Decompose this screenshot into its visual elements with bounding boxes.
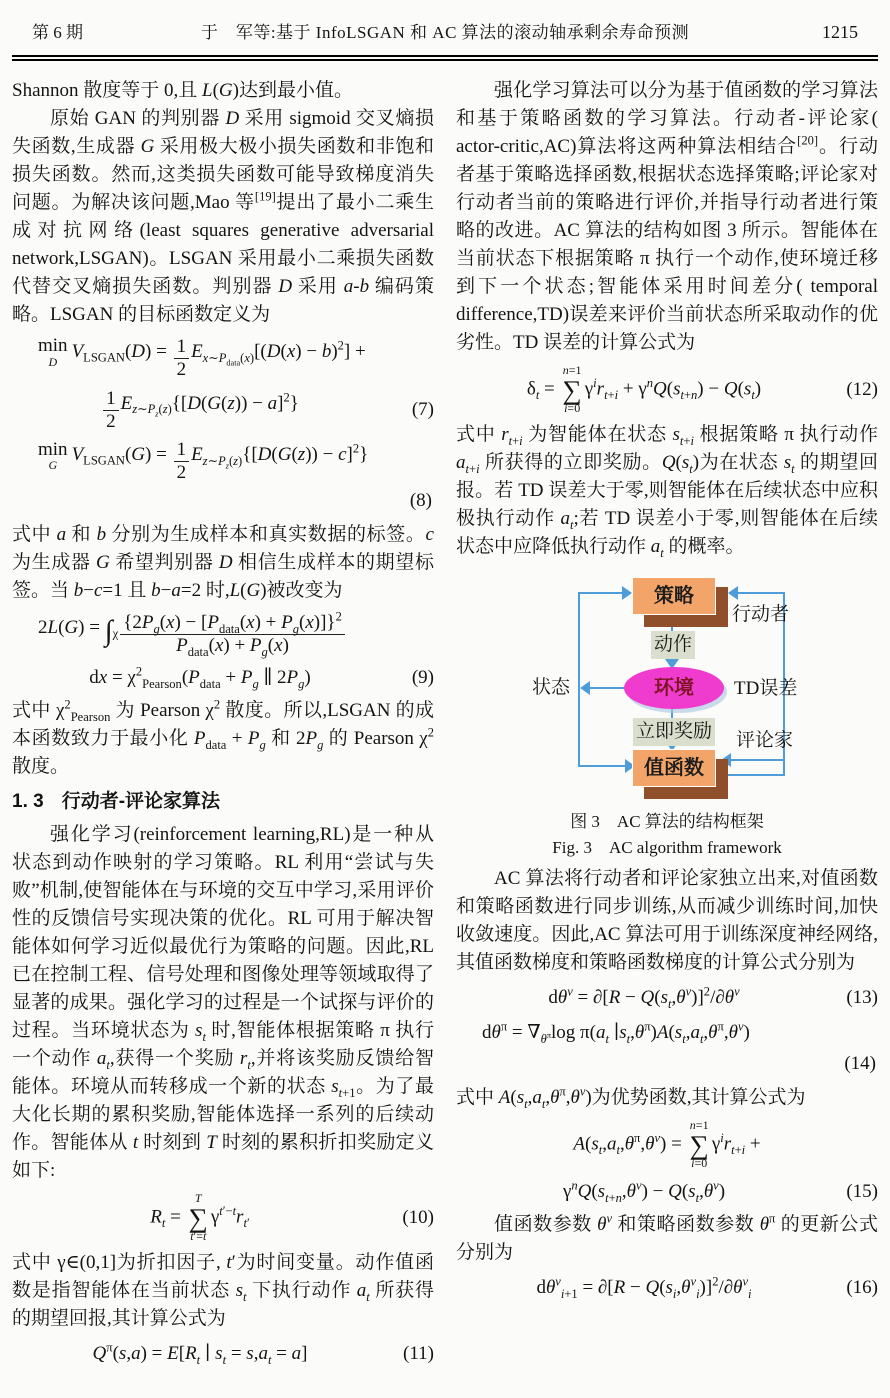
arrow-into-policy (622, 586, 632, 600)
critic-to-value-line (729, 759, 785, 761)
equation-body: min D $V_{LSGAN}(D)$ = $\frac{1}{2}$ $E_{x\sim P_{data}(x)}[(D(x) - b)^2]$ + (38, 335, 366, 380)
section-title: 行动者-评论家算法 (61, 790, 221, 812)
equation-number: (15) (846, 1180, 878, 1202)
equation-body: dx = $\chi^2_{Pearson}(P_{data} + P_g$ ∥ $2P_g$) (89, 664, 311, 691)
paragraph: Shannon 散度等于 0,且 L(G)达到最小值。 (12, 80, 353, 101)
equation-15 (456, 1119, 878, 1171)
equation-number: (7) (411, 399, 434, 421)
arrowhead-into-policy-right (728, 586, 738, 600)
equation-number: (8) (409, 490, 432, 512)
value-node-face: 值函数 (632, 749, 716, 787)
value-function-node (632, 749, 716, 787)
paragraph: 式中 a 和 b 分别为生成样本和真实数据的标签。c 为生成器 G 希望判别器 D 相信生成样本的期望标签。当 b−c=1 且 b−a=2 时,L(G)被改变为 (12, 524, 434, 602)
equation-body: $R_t$ = T ∑ t′=t $\gamma^{t'-t}r_{t'}$ (150, 1190, 250, 1243)
equation-12 (456, 364, 878, 416)
section-number: 1. 3 (12, 790, 44, 812)
paragraph: 值函数参数 $\theta^v$ 和策略函数参数 $\theta^\pi$ 的更新公式分别为 (456, 1211, 878, 1263)
equation-9 (12, 609, 434, 659)
equation-number: (11) (403, 1342, 434, 1364)
equation-body: $d\theta^v = \partial[R - Q(s_t,\theta^v)]^2/\partial\theta^v$ (548, 984, 740, 1011)
reward-label: 立即奖励 (633, 718, 715, 746)
policy-node-face: 策略 (632, 577, 716, 615)
equation-7 (12, 336, 434, 381)
equation-number: (12) (846, 378, 878, 400)
state-arrowhead (580, 681, 590, 695)
equation-9-cont (12, 664, 434, 692)
state-label: 状态 (532, 676, 571, 698)
paragraph: 式中 $A(s_t,a_t,\theta^\pi,\theta^v)$为优势函数,其计算公式为 (456, 1084, 806, 1111)
left-column (12, 77, 434, 1373)
equation-13 (456, 984, 878, 1012)
figure-caption-zh: 图 3 AC 算法的结构框架 (570, 811, 764, 831)
paragraph: 强化学习(reinforcement learning,RL)是一种从状态到动作映射的学习策略。RL 利用“尝试与失败”机制,使智能体在与环境的交互中学习,采用评价性的反馈信号实现决策的优化。RL 可用于解决智能体如何学习近似最优行为策略的问题。因此,RL 已在控制工程、信号处理和图像处理等领域取得了显著的成果。强化学习的过程是一个试探与评价的过程。当环境状态为 $s_t$ 时,智能体根据策略 π 执行一个动作 $a_t$,获得一个奖励 $r_t$,并将该奖励反馈给智能体。环境从而转移成一个新的状态 $s_{t+1}$。为了最大化长期的累积奖励,智能体选择一系列的后续动作。智能体从 t 时刻到 T 时刻的累积折扣奖励定义如下: (12, 823, 434, 1181)
paragraph: AC 算法将行动者和评论家独立出来,对值函数和策略函数进行同步训练,从而减少训练时间,加快收敛速度。因此,AC 算法可用于训练深度神经网络,其值函数梯度和策略函数梯度的计算公式分别为 (456, 867, 878, 973)
equation-8 (12, 439, 434, 484)
equation-body: min G $V_{LSGAN}(G)$ = $\frac{1}{2}$ $E_{z\sim P_z(z)}\{[D(G(z)) - c]^2\}$ (38, 438, 369, 484)
equation-number: (13) (846, 986, 878, 1008)
two-column-body (10, 61, 880, 1373)
equation-number: (16) (846, 1276, 878, 1298)
equation-number: (14) (844, 1052, 876, 1074)
equation-body: $2L(G) = \int_\chi$ $\frac{\{2P_g(x) - [P_{data}(x) + P_g(x)]\}^2}{P_{data}(x) + P_g(x)}$ (12, 612, 434, 657)
critic-label: 评论家 (736, 729, 794, 751)
equation-10 (12, 1192, 434, 1244)
state-to-value-line (578, 765, 627, 767)
page-header (10, 10, 880, 55)
equation-body: $\gamma^nQ(s_{t+n},\theta^v) - Q(s_t,\theta^v)$ (562, 1178, 726, 1205)
paragraph: 式中 γ∈(0,1]为折扣因子, t′为时间变量。动作值函数是指智能体在当前状态 $s_t$ 下执行动作 $a_t$ 所获得的期望回报,其计算公式为 (12, 1251, 434, 1329)
figure-3 (456, 575, 878, 861)
paragraph: 式中 $\chi^2_{Pearson}$ 为 Pearson $\chi^2$ 散度。所以,LSGAN 的成本函数致力于最小化 $P_{data} + P_g$ 和 $2P_g$ 的 Pearson $\chi^2$ 散度。 (12, 697, 434, 777)
policy-node (632, 577, 716, 615)
td-error-label: TD误差 (734, 677, 798, 699)
equation-body: $Q^\pi(s,a) = E[R_t$ ∣ $s_t = s,a_t = a$] (92, 1340, 308, 1367)
action-label: 动作 (651, 631, 695, 659)
journal-issue: 第 6 期 (32, 23, 83, 42)
equation-body: $d\theta^\pi = \nabla_{\theta^\pi}\log$ $\pi(a_t$ $∣s_t,\theta^\pi)A(s_t,a_t,\theta^\pi,\theta^v)$ (482, 1019, 750, 1046)
paragraph: 式中 $r_{t+i}$ 为智能体在状态 $s_{t+i}$ 根据策略 π 执行动作 $a_{t+i}$ 所获得的立即奖励。$Q(s_t)$为在状态 $s_t$ 的期望回报。若 TD 误差大于零,则智能体在后续状态中应积极执行动作 $a_t$;若 TD 误差小于零,则智能体在后续状态中应降低执行动作 $a_t$ 的概率。 (456, 423, 878, 560)
right-column (456, 77, 878, 1373)
equation-15-cont (456, 1178, 878, 1206)
state-loop-line (578, 592, 580, 767)
environment-node: 环境 (624, 667, 724, 709)
equation-16 (456, 1274, 878, 1302)
equation-body: $\frac{1}{2}$ $E_{z\sim P_z(z)}\{[D(G(z)) - a]^2\}$ (12, 388, 388, 433)
equation-number: (10) (402, 1206, 434, 1228)
actor-label: 行动者 (732, 603, 790, 625)
ac-framework-diagram (520, 575, 842, 809)
equation-14 (456, 1019, 878, 1047)
state-to-policy-line (578, 592, 624, 594)
section-heading (12, 789, 434, 815)
equation-11 (12, 1340, 434, 1368)
figure-caption-en: Fig. 3 AC algorithm framework (552, 837, 782, 857)
equation-body: $\delta_t$ = n=1 ∑ i=0 $\gamma^ir_{t+i} + \gamma^nQ(s_{t+n}) - Q(s_t)$ (526, 363, 762, 416)
paragraph: 原始 GAN 的判别器 D 采用 sigmoid 交叉熵损失函数,生成器 G 采用极大极小损失函数和非饱和损失函数。然而,这类损失函数可能导致梯度消失问题。为解决该问题,Mao 等[19]提出了最小二乘生成对抗网络(least squares generative adversarial network,LSGAN)。LSGAN 采用最小二乘损失函数代替交叉熵损失函数。判别器 D 采用 a-b 编码策略。LSGAN 的目标函数定义为 (12, 108, 434, 325)
running-title: 于 军等:基于 InfoLSGAN 和 AC 算法的滚动轴承剩余寿命预测 (200, 23, 690, 42)
paragraph: 强化学习算法可以分为基于值函数的学习算法和基于策略函数的学习算法。行动者-评论家( actor-critic,AC)算法将这两种算法相结合[20]。行动者基于策略选择函数,根据状态选择策略;评论家对行动者当前的策略进行评价,并指导行动者进行策略的改进。AC 算法的结构如图 3 所示。智能体在当前状态下根据策略 π 执行一个动作,使环境迁移到下一个状态;智能体采用时间差分( temporal difference,TD)误差来评价当前状态所采取动作的优劣性。TD 误差的计算公式为 (456, 80, 878, 353)
equation-body: $A(s_t,a_t,\theta^\pi,\theta^v)$ = n=1 ∑ i=0 $\gamma^ir_{t+i}$ + (573, 1117, 761, 1170)
equation-number: (9) (411, 666, 434, 688)
equation-7-cont (12, 388, 434, 433)
equation-body: $d\theta^v_{i+1} = \partial[R - Q(s_i,\theta^v_i)]^2/\partial\theta^v_i$ (536, 1274, 752, 1301)
page-number: 1215 (822, 22, 858, 42)
loop-to-policy-line (736, 592, 785, 594)
